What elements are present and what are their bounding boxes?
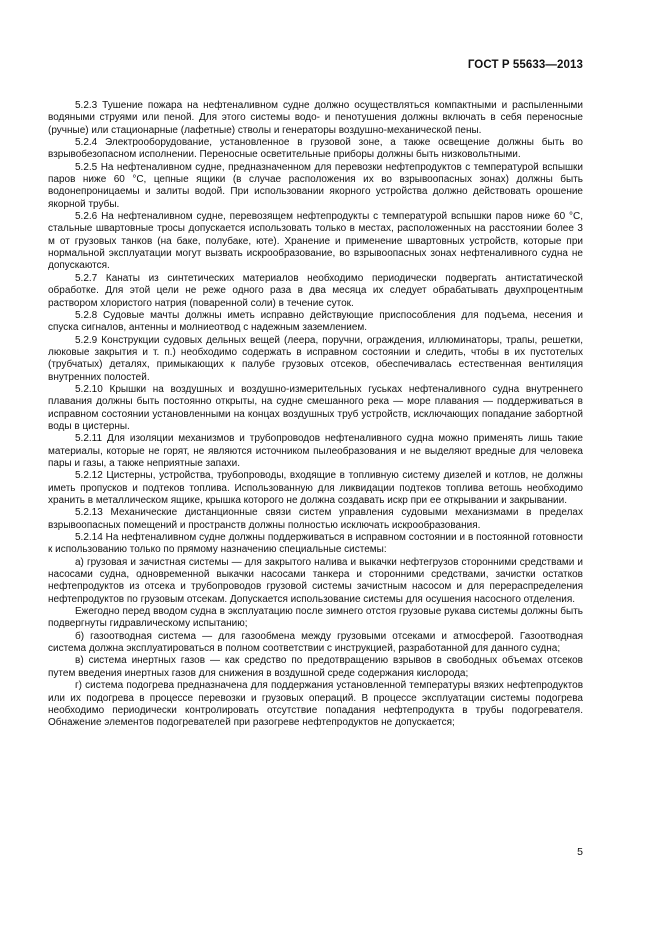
body-text [48,100,583,730]
paragraph-5-2-10: 5.2.10 Крышки на воздушных и воздушно-измерительных гуськах нефтеналивного судна внутреннего плавания должны быть постоянно открыты, на судне смешанного река — море плавания — поддерживаться в исправном состоянии установленными на концах воздушных труб устройств, исключающих попадание забортной воды в цистерны. [48,383,583,432]
list-item-a: а) грузовая и зачистная системы — для закрытого налива и выкачки нефтегрузов сторонними средствами и насосами судна, одновременной выкачки насосами танкера и сторонними средствами, зачистки остатков нефтепродуктов из отсека и трубопроводов грузовой системы зачистным насосом и для перераспределения нефтепродуктов по грузовым отсекам. Допускается использование системы для осушения насосного отделения. [48,556,583,605]
paragraph-5-2-7: 5.2.7 Канаты из синтетических материалов необходимо периодически подвергать антистатической обработке. Для этой цели не реже одного раза в два месяца их следует обрабатывать двухпроцентным раствором хлористого натрия (поваренной соли) в течение суток. [48,272,583,309]
list-item-g: г) система подогрева предназначена для поддержания установленной температуры вязких нефтепродуктов или их подогрева в процессе перевозки и грузовых операций. В процессе эксплуатации системы подогрева необходимо периодически контролировать отсутствие попадания нефтепродукта в трубы подогревателя. Обнажение элементов подогревателей при разогреве нефтепродуктов не допускается; [48,680,583,729]
paragraph-5-2-3: 5.2.3 Тушение пожара на нефтеналивном судне должно осуществляться компактными и распыленными водяными струями или пеной. Для этого системы водо- и пенотушения должны включать в себя переносные (ручные) или стационарные (лафетные) стволы и генераторы воздушно-механической пены. [48,100,583,136]
page-number: 5 [577,846,583,858]
paragraph-5-2-11: 5.2.11 Для изоляции механизмов и трубопроводов нефтеналивного судна можно применять лишь такие материалы, которые не горят, не являются источником пылеобразования и не выделяют вредные для человека пары и газы, а также неприятные запахи. [48,433,583,469]
paragraph-5-2-4: 5.2.4 Электрооборудование, установленное в грузовой зоне, а также освещение должны быть во взрывобезопасном исполнении. Переносные осветительные приборы должны быть низковольтными. [48,137,583,161]
paragraph-5-2-13: 5.2.13 Механические дистанционные связи систем управления судовыми механизмами в пределах взрывоопасных помещений и пространств должны полностью исключать искрообразования. [48,507,583,531]
paragraph-5-2-6: 5.2.6 На нефтеналивном судне, перевозящем нефтепродукты с температурой вспышки паров ниже 60 °C, стальные швартовные тросы допускается использовать только в местах, расположенных на расстоянии более 3 м от грузовых танков (на баке, полубаке, юте). Хранение и применение швартовных устройств, которые при нормальной эксплуатации могут вызвать искрообразование, во взрывоопасных зонах нефтеналивного судна не допускаются. [48,211,583,272]
list-item-b: б) газоотводная система — для газообмена между грузовыми отсеками и атмосферой. Газоотводная система должна эксплуатироваться в полном соответствии с инструкцией, разработанной для данного судна; [48,630,583,655]
paragraph-5-2-5: 5.2.5 На нефтеналивном судне, предназначенном для перевозки нефтепродуктов с температурой вспышки паров ниже 60 °C, цепные ящики (в случае расположения их во взрывоопасных зонах) должны быть водонепроницаемы и залиты водой. При использовании якорного устройства должно действовать орошение якорной трубы. [48,161,583,210]
list-item-v: в) система инертных газов — как средство по предотвращению взрывов в свободных объемах отсеков путем введения инертных газов для снижения в воздушной среде содержания кислорода; [48,655,583,679]
paragraph-annual-test: Ежегодно перед вводом судна в эксплуатацию после зимнего отстоя грузовые рукава системы должны быть подвергнуты гидравлическому испытанию; [48,606,583,630]
standard-header: ГОСТ Р 55633—2013 [467,59,583,71]
paragraph-5-2-8: 5.2.8 Судовые мачты должны иметь исправно действующие приспособления для подъема, несения и спуска сигналов, антенны и молниеотвод с надежным заземлением. [48,309,583,334]
paragraph-5-2-9: 5.2.9 Конструкции судовых дельных вещей (леера, поручни, ограждения, иллюминаторы, трапы, решетки, люковые закрытия и т. п.) необходимо содержать в исправном состоянии и следить, чтобы в их пустотелых (трубчатых) деталях, примыкающих к палубе грузовых отсеков, обеспечивалась естественная вентиляция внутренних полостей. [48,334,583,383]
paragraph-5-2-12: 5.2.12 Цистерны, устройства, трубопроводы, входящие в топливную систему дизелей и котлов, не должны иметь пропусков и подтеков топлива. Использованную для ликвидации подтеков топлива ветошь необходимо хранить в металлическом ящике, крышка которого не должна создавать искр при ее открывании и закрывании. [48,470,583,506]
paragraph-5-2-14: 5.2.14 На нефтеналивном судне должны поддерживаться в исправном состоянии и в постоянной готовности к использованию только по прямому назначению специальные системы: [48,532,583,556]
